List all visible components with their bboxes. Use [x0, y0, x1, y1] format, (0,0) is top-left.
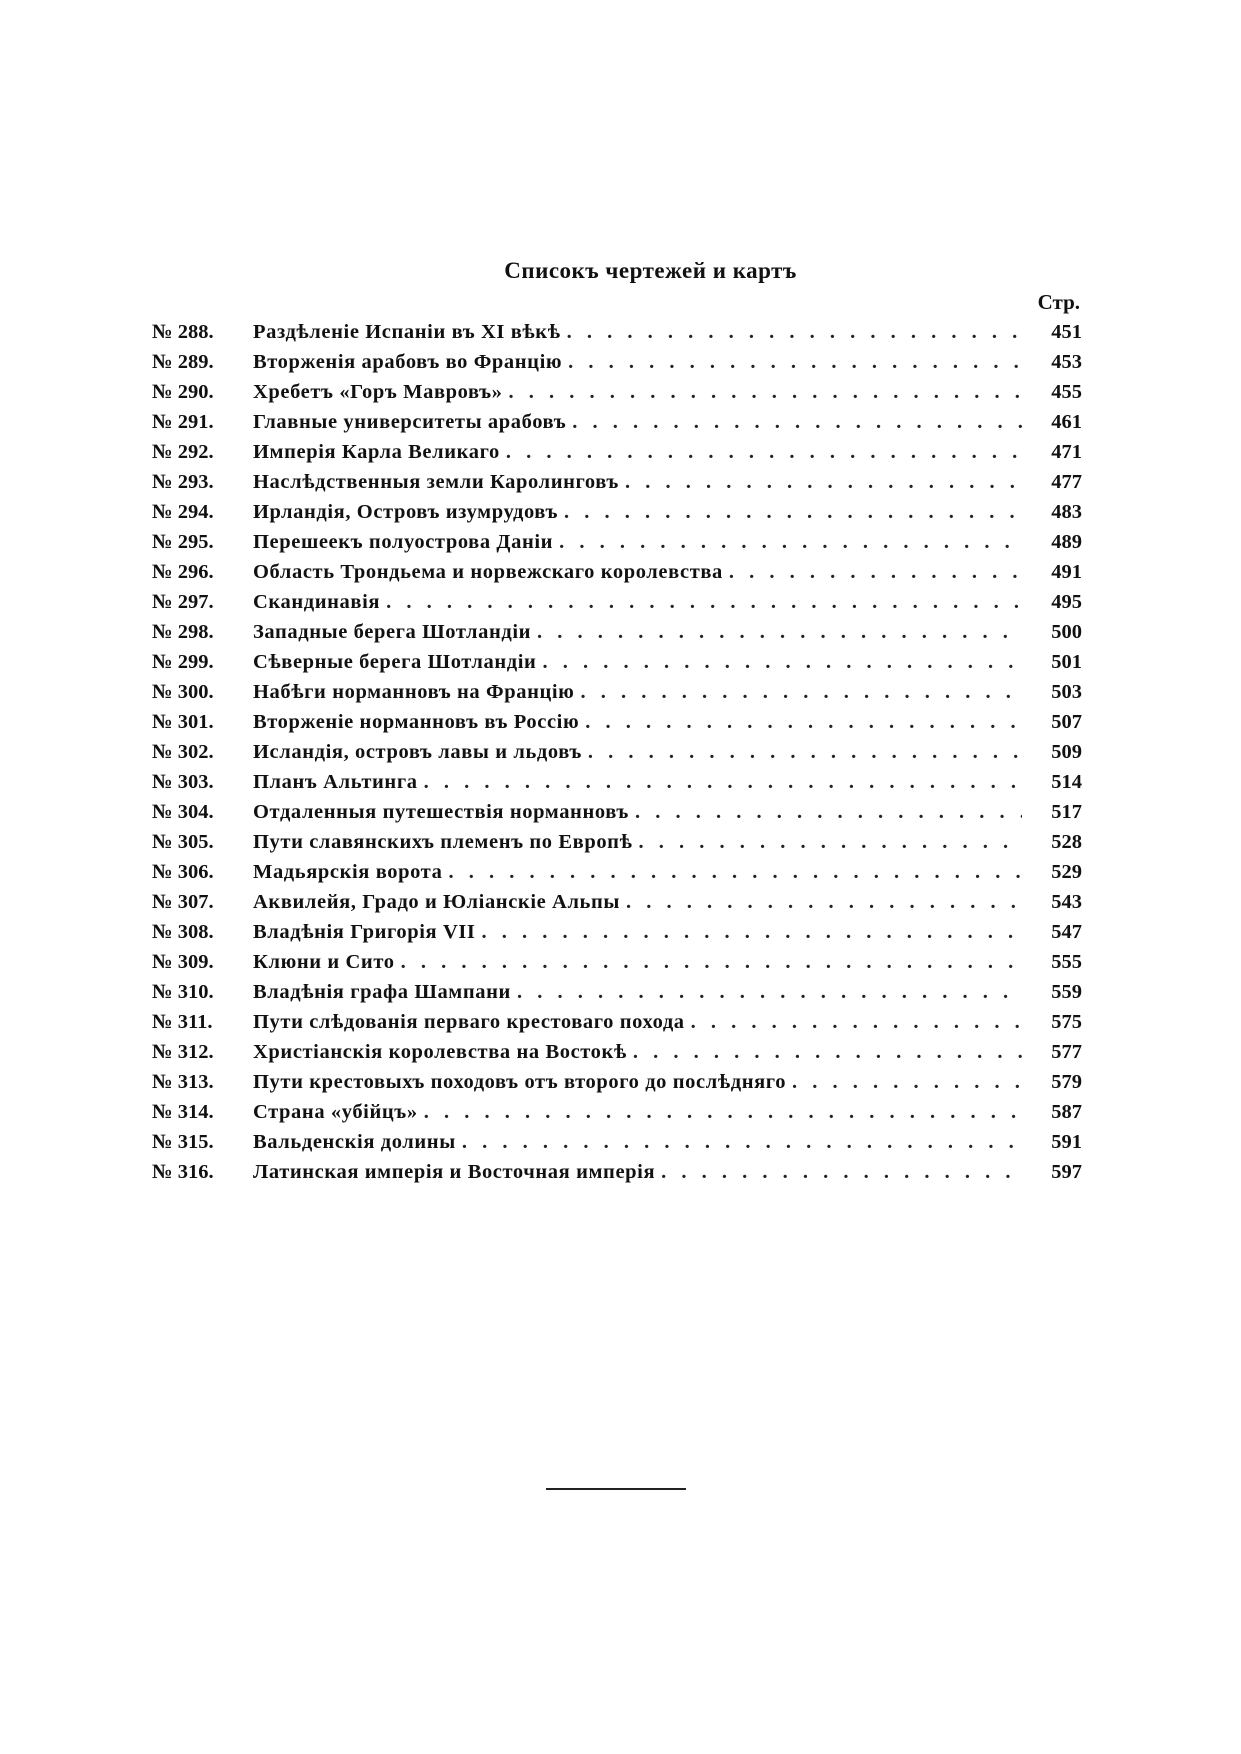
list-item [152, 1131, 1082, 1161]
list-item [152, 621, 1082, 651]
entry-title: Владѣнія графа Шампани [253, 981, 511, 1003]
entry-number: № 304. [152, 801, 214, 823]
dot-leader [424, 1101, 1022, 1124]
entry-title: Перешеекъ полуострова Даніи [253, 531, 554, 553]
dot-leader [448, 861, 1022, 884]
entry-title: Клюни и Сито [253, 951, 395, 973]
dot-leader [580, 681, 1022, 704]
entry-title: Мадьярскія ворота [253, 861, 443, 883]
dot-leader [568, 351, 1022, 374]
list-item [152, 651, 1082, 681]
entry-title: Аквилейя, Градо и Юлiанскіе Альпы [253, 891, 620, 913]
dot-leader [542, 651, 1022, 674]
list-item [152, 831, 1082, 861]
entry-page-number: 483 [1051, 501, 1082, 523]
entry-page-number: 587 [1051, 1101, 1082, 1123]
entry-page-number: 500 [1051, 621, 1082, 643]
dot-leader [482, 921, 1022, 944]
page-title: Списокъ чертежей и картъ [504, 258, 797, 283]
entry-number: № 306. [152, 861, 214, 883]
list-item [152, 1011, 1082, 1041]
entry-page-number: 471 [1051, 441, 1082, 463]
entry-page-number: 543 [1051, 891, 1082, 913]
entry-number: № 309. [152, 951, 214, 973]
entry-number: № 293. [152, 471, 214, 493]
list-item [152, 501, 1082, 531]
dot-leader [559, 531, 1022, 554]
list-item [152, 531, 1082, 561]
entry-page-number: 577 [1051, 1041, 1082, 1063]
entry-title: Раздѣленіе Испаніи въ XI вѣкѣ [253, 321, 561, 343]
dot-leader [509, 381, 1022, 404]
entry-title: Сѣверные берега Шотландіи [253, 651, 537, 673]
entry-title: Исландія, островъ лавы и льдовъ [253, 741, 582, 763]
entry-number: № 288. [152, 321, 214, 343]
list-item [152, 771, 1082, 801]
entry-title: Хребетъ «Горъ Мавровъ» [253, 381, 503, 403]
entry-title: Пути крестовыхъ походовъ отъ второго до послѣдняго [253, 1071, 787, 1093]
entry-page-number: 579 [1051, 1071, 1082, 1093]
dot-leader [424, 771, 1022, 794]
entry-title: Ирландія, Островъ изумрудовъ [253, 501, 559, 523]
entry-number: № 294. [152, 501, 214, 523]
entry-number: № 303. [152, 771, 214, 793]
dot-leader [585, 711, 1022, 734]
list-item [152, 381, 1082, 411]
entry-number: № 311. [152, 1011, 213, 1033]
entry-title: Скандинавія [253, 591, 381, 613]
entry-title: Страна «убійцъ» [253, 1101, 418, 1123]
dot-leader [661, 1161, 1022, 1184]
entry-number: № 307. [152, 891, 214, 913]
list-item [152, 891, 1082, 921]
list-item [152, 681, 1082, 711]
dot-leader [588, 741, 1022, 764]
entry-page-number: 597 [1051, 1161, 1082, 1183]
entry-page-number: 507 [1051, 711, 1082, 733]
dot-leader [401, 951, 1022, 974]
entry-number: № 305. [152, 831, 214, 853]
dot-leader [537, 621, 1022, 644]
list-item [152, 1041, 1082, 1071]
entry-title: Вторженія арабовъ во Францію [253, 351, 563, 373]
list-item [152, 411, 1082, 441]
entry-page-number: 477 [1051, 471, 1082, 493]
entry-title: Наслѣдственныя земли Каролинговъ [253, 471, 619, 493]
dot-leader [564, 501, 1022, 524]
entry-title: Набѣги норманновъ на Францію [253, 681, 575, 703]
list-item [152, 591, 1082, 621]
entry-title: Имперія Карла Великаго [253, 441, 500, 463]
entry-title: Западные берега Шотландіи [253, 621, 532, 643]
entry-number: № 295. [152, 531, 214, 553]
entry-number: № 298. [152, 621, 214, 643]
entry-number: № 308. [152, 921, 214, 943]
dot-leader [517, 981, 1022, 1004]
list-item [152, 561, 1082, 591]
entry-title: Отдаленныя путешествія норманновъ [253, 801, 629, 823]
entry-page-number: 495 [1051, 591, 1082, 613]
entry-number: № 301. [152, 711, 214, 733]
entry-page-number: 503 [1051, 681, 1082, 703]
entry-number: № 299. [152, 651, 214, 673]
entry-page-number: 455 [1051, 381, 1082, 403]
entry-page-number: 529 [1051, 861, 1082, 883]
entry-page-number: 528 [1051, 831, 1082, 853]
entry-number: № 316. [152, 1161, 214, 1183]
entry-number: № 302. [152, 741, 214, 763]
entry-page-number: 461 [1051, 411, 1082, 433]
entry-page-number: 489 [1051, 531, 1082, 553]
entry-page-number: 501 [1051, 651, 1082, 673]
list-item [152, 741, 1082, 771]
entry-page-number: 555 [1051, 951, 1082, 973]
entry-number: № 297. [152, 591, 214, 613]
entry-page-number: 547 [1051, 921, 1082, 943]
list-item [152, 471, 1082, 501]
dot-leader [633, 1041, 1022, 1064]
dot-leader [567, 321, 1022, 344]
entry-number: № 292. [152, 441, 214, 463]
entry-title: Пути славянскихъ племенъ по Европѣ [253, 831, 633, 853]
entry-page-number: 591 [1051, 1131, 1082, 1153]
list-item [152, 981, 1082, 1011]
entry-number: № 313. [152, 1071, 214, 1093]
entry-number: № 291. [152, 411, 214, 433]
entry-number: № 312. [152, 1041, 214, 1063]
entry-page-number: 559 [1051, 981, 1082, 1003]
dot-leader [386, 591, 1022, 614]
list-item [152, 1101, 1082, 1131]
dot-leader [625, 471, 1022, 494]
entry-page-number: 517 [1051, 801, 1082, 823]
entry-title: Главные университеты арабовъ [253, 411, 567, 433]
entry-title: Вальденскія долины [253, 1131, 456, 1153]
entry-title: Планъ Альтинга [253, 771, 418, 793]
entry-title: Владѣнія Григорія VII [253, 921, 476, 943]
list-item [152, 351, 1082, 381]
list-item [152, 801, 1082, 831]
list-item [152, 711, 1082, 741]
dot-leader [691, 1011, 1022, 1034]
dot-leader [638, 831, 1022, 854]
entry-title: Область Трондьема и норвежскаго королевства [253, 561, 723, 583]
entry-number: № 300. [152, 681, 214, 703]
dot-leader [462, 1131, 1022, 1154]
dot-leader [572, 411, 1022, 434]
entry-number: № 314. [152, 1101, 214, 1123]
page-column-label: Стр. [1037, 290, 1080, 314]
entry-page-number: 491 [1051, 561, 1082, 583]
entry-number: № 289. [152, 351, 214, 373]
list-item [152, 1071, 1082, 1101]
entry-page-number: 514 [1051, 771, 1082, 793]
entry-number: № 310. [152, 981, 214, 1003]
list-item [152, 441, 1082, 471]
dot-leader [506, 441, 1022, 464]
entry-title: Вторженіе норманновъ въ Россію [253, 711, 580, 733]
list-item [152, 1161, 1082, 1191]
list-item [152, 321, 1082, 351]
list-item [152, 861, 1082, 891]
entry-title: Латинская имперія и Восточная имперія [253, 1161, 656, 1183]
entry-number: № 315. [152, 1131, 214, 1153]
dot-leader [792, 1071, 1022, 1094]
entry-page-number: 509 [1051, 741, 1082, 763]
closing-rule [546, 1488, 686, 1490]
dot-leader [626, 891, 1022, 914]
contents-list [152, 321, 1082, 1191]
entry-number: № 296. [152, 561, 214, 583]
dot-leader [635, 801, 1022, 824]
entry-number: № 290. [152, 381, 214, 403]
entry-page-number: 453 [1051, 351, 1082, 373]
entry-page-number: 451 [1051, 321, 1082, 343]
entry-title: Пути слѣдованія перваго крестоваго похода [253, 1011, 685, 1033]
dot-leader [729, 561, 1022, 584]
entry-title: Христіанскія королевства на Востокѣ [253, 1041, 627, 1063]
list-item [152, 921, 1082, 951]
entry-page-number: 575 [1051, 1011, 1082, 1033]
list-item [152, 951, 1082, 981]
